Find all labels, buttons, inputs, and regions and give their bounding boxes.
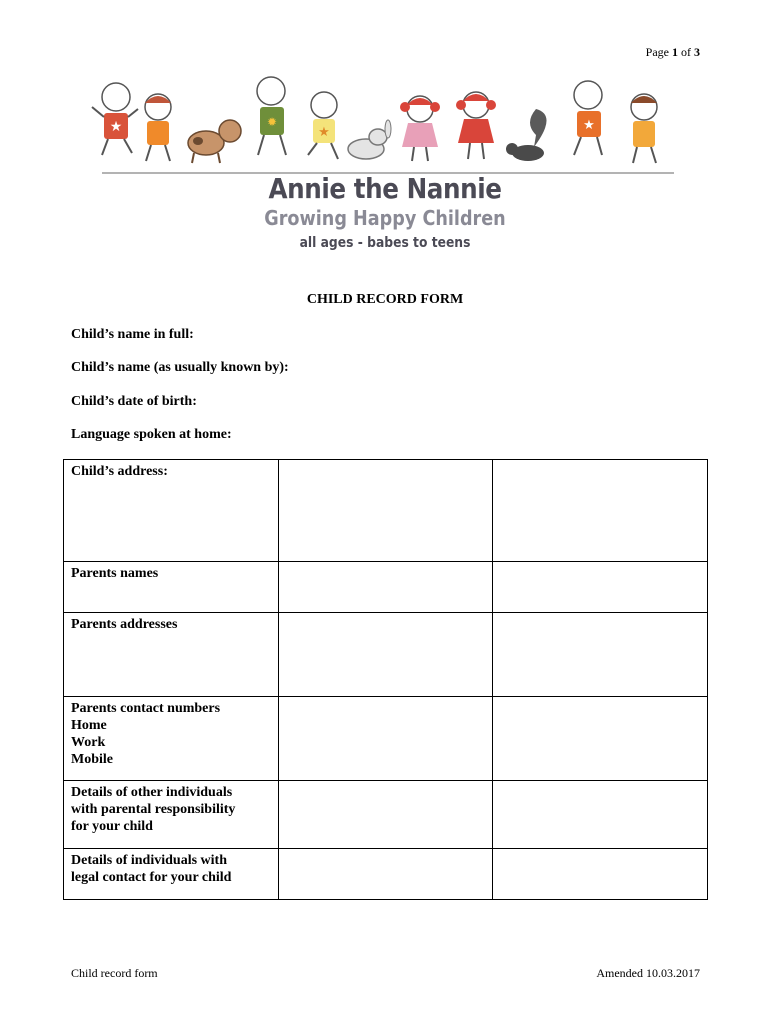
form-title: CHILD RECORD FORM xyxy=(306,292,464,307)
label-line: Mobile xyxy=(71,752,113,767)
entry-cell[interactable] xyxy=(278,460,493,562)
children-illustration xyxy=(88,75,688,185)
label-line: Details of other individuals xyxy=(71,785,233,800)
row-label-parental-responsibility xyxy=(64,781,279,849)
row-label-contact-numbers xyxy=(64,697,279,781)
skunk-figure xyxy=(506,109,547,161)
child-figure-8 xyxy=(631,94,657,163)
table-row xyxy=(64,613,708,697)
entry-cell[interactable] xyxy=(493,460,708,562)
entry-cell[interactable] xyxy=(493,562,708,613)
row-label-parents-addresses: Parents addresses xyxy=(64,613,279,697)
child-figure-2 xyxy=(145,94,171,161)
svg-text:★: ★ xyxy=(583,117,595,132)
label-line: Parents contact numbers xyxy=(71,701,221,716)
logo-tagline: all ages - babes to teens xyxy=(299,235,471,251)
svg-text:★: ★ xyxy=(318,124,330,139)
page-total: 3 xyxy=(694,45,700,59)
entry-cell[interactable] xyxy=(278,613,493,697)
entry-cell[interactable] xyxy=(278,697,493,781)
table-row xyxy=(64,849,708,900)
child-figure-6 xyxy=(456,92,496,159)
label-line: Home xyxy=(71,718,107,733)
page-prefix: Page xyxy=(645,45,669,59)
entry-cell[interactable] xyxy=(493,697,708,781)
entry-cell[interactable] xyxy=(278,562,493,613)
row-label-legal-contact xyxy=(64,849,279,900)
child-figure-1 xyxy=(92,83,138,155)
entry-cell[interactable] xyxy=(493,849,708,900)
table-row xyxy=(64,562,708,613)
child-figure-4 xyxy=(308,92,338,159)
row-label-parents-names: Parents names xyxy=(64,562,279,613)
field-home-language: Language spoken at home: xyxy=(71,427,232,442)
label-line: legal contact for your child xyxy=(71,870,232,885)
page-of: of xyxy=(681,45,691,59)
field-childs-known-name: Child’s name (as usually known by): xyxy=(71,360,289,375)
label-line: Details of individuals with xyxy=(71,853,227,868)
footer-doc-name: Child record form xyxy=(71,966,158,980)
svg-text:★: ★ xyxy=(109,120,123,135)
child-figure-7 xyxy=(574,81,602,155)
logo-subtitle: Growing Happy Children xyxy=(264,206,506,230)
svg-text:✹: ✹ xyxy=(266,115,278,129)
label-line: with parental responsibility xyxy=(71,802,236,817)
child-figure-3 xyxy=(257,77,286,155)
dog-figure xyxy=(188,120,241,163)
table-row xyxy=(64,781,708,849)
record-table xyxy=(63,459,708,900)
entry-cell[interactable] xyxy=(493,781,708,849)
child-figure-5 xyxy=(400,96,440,161)
label-line: Work xyxy=(71,735,106,750)
page-current: 1 xyxy=(672,45,678,59)
table-row xyxy=(64,697,708,781)
row-label-address: Child’s address: xyxy=(64,460,279,562)
entry-cell[interactable] xyxy=(278,849,493,900)
footer-amended-date: Amended 10.03.2017 xyxy=(596,966,700,980)
page-number xyxy=(646,45,700,60)
logo-title: Annie the Nannie xyxy=(268,172,502,205)
table-row xyxy=(64,460,708,562)
field-childs-full-name: Child’s name in full: xyxy=(71,327,194,342)
label-line: for your child xyxy=(71,819,153,834)
entry-cell[interactable] xyxy=(278,781,493,849)
entry-cell[interactable] xyxy=(493,613,708,697)
rabbit-figure xyxy=(348,120,391,159)
field-childs-dob: Child’s date of birth: xyxy=(71,394,197,409)
